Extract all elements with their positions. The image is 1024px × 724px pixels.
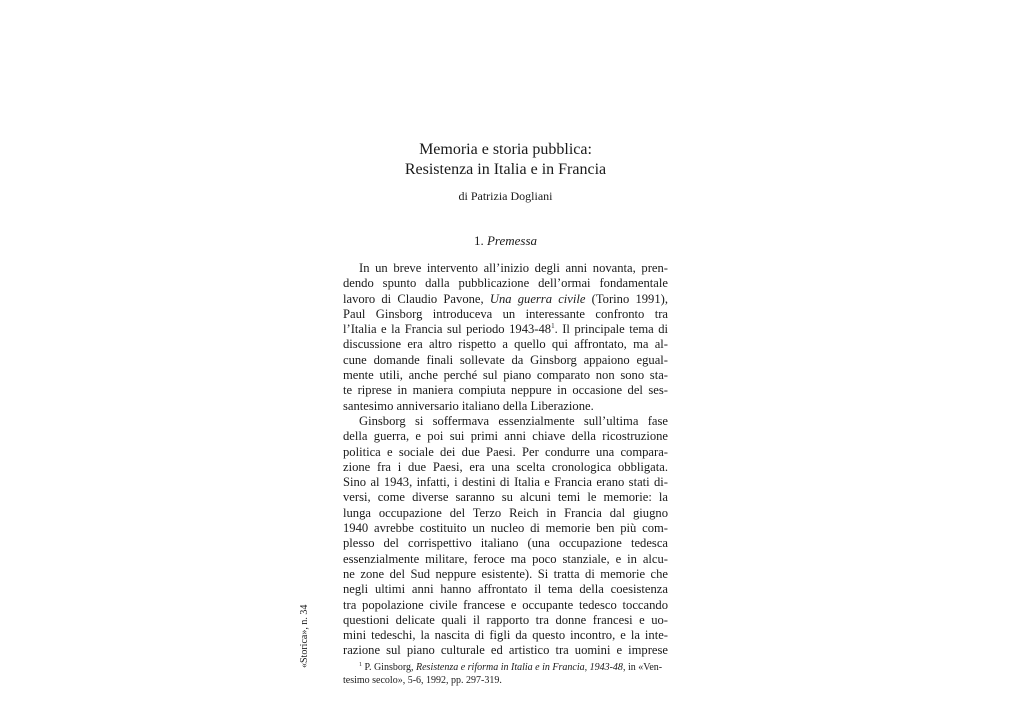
text-line: cune domande finali sollevate da Ginsborg appaiono egual- (343, 352, 668, 367)
section-heading (343, 232, 668, 250)
text-line: zione fra i due Paesi, era una scelta cronologica obbligata. (343, 459, 668, 474)
text-line: Ginsborg si soffermava essenzialmente sull’ultima fase (359, 413, 668, 428)
article-title (343, 140, 668, 180)
text-line: te riprese in maniera compiuta neppure in occasione del ses- (343, 383, 668, 398)
text-line: plesso del corrispettivo italiano (una occupazione tedesca (343, 536, 668, 551)
text-line: Paul Ginsborg introduceva un interessante confronto tra (343, 306, 668, 321)
footnote-marker: 1 (359, 662, 362, 668)
text-line (343, 292, 668, 307)
footnote (343, 661, 668, 687)
text-line: Sino al 1943, infatti, i destini di Italia e Francia erano stati di- (343, 475, 668, 490)
journal-margin-note: «Storica», n. 34 (299, 604, 310, 668)
footnote-line (343, 661, 668, 674)
text-line: mente utili, anche perché sul piano comparato non sono sta- (343, 368, 668, 383)
text-line: dendo spunto dalla pubblicazione dell’ormai fondamentale (343, 276, 668, 291)
text-fragment: (Torino 1991), (585, 291, 668, 306)
section-number: 1. (473, 233, 484, 248)
title-line-2: Resistenza in Italia e in Francia (404, 161, 607, 178)
text-line: tra popolazione civile francese e occupante tedesco toccando (343, 597, 668, 612)
text-line: discussione era altro rispetto a quello qui affrontato, ma al- (343, 337, 668, 352)
text-line: razione sul piano culturale ed artistico tra uomini e imprese (343, 643, 668, 658)
text-line: questioni delicate quali il rapporto tra donne francesi e uo- (343, 612, 668, 627)
book-title: Una guerra civile (489, 291, 586, 306)
text-line (343, 322, 668, 337)
footnote-reference: 1 (551, 322, 555, 331)
text-line: lunga occupazione del Terzo Reich in Francia dal giugno (343, 505, 668, 520)
text-line: essenzialmente militare, feroce ma poco stanziale, e in alcu- (343, 551, 668, 566)
cited-title: Resistenza e riforma in Italia e in Francia, 1943-48 (416, 662, 623, 673)
title-line-1: Memoria e storia pubblica: (419, 141, 592, 158)
footnote-line: tesimo secolo», 5-6, 1992, pp. 297-319. (343, 675, 502, 686)
text-fragment: , in «Ven- (622, 662, 663, 673)
text-line: ne zone del Sud neppure esistente). Si tratta di memorie che (343, 566, 668, 581)
text-line: politica e sociale dei due Paesi. Per condurre una compara- (343, 444, 668, 459)
section-title: Premessa (486, 233, 538, 248)
text-line: negli ultimi anni hanno affrontato il tema della coesistenza (343, 582, 668, 597)
text-line: santesimo anniversario italiano della Liberazione. (343, 398, 594, 413)
text-fragment: P. Ginsborg, (362, 662, 416, 673)
text-line: della guerra, e poi sui primi anni chiave della ricostruzione (343, 429, 668, 444)
article-author: di Patrizia Dogliani (458, 189, 553, 203)
text-line: mini tedeschi, la nascita di figli da questo incontro, e la inte- (343, 628, 668, 643)
text-line: In un breve intervento all’inizio degli anni novanta, pren- (359, 261, 668, 275)
body-text (343, 261, 668, 659)
text-line: versi, come diverse saranno su alcuni temi le memorie: la (343, 490, 668, 505)
text-fragment: lavoro di Claudio Pavone, (343, 291, 490, 306)
text-line: 1940 avrebbe costituito un nucleo di memorie ben più com- (343, 521, 668, 536)
text-fragment: l’Italia e la Francia sul periodo 1943-48 (343, 322, 552, 337)
text-fragment: . Il principale tema di (554, 322, 668, 337)
